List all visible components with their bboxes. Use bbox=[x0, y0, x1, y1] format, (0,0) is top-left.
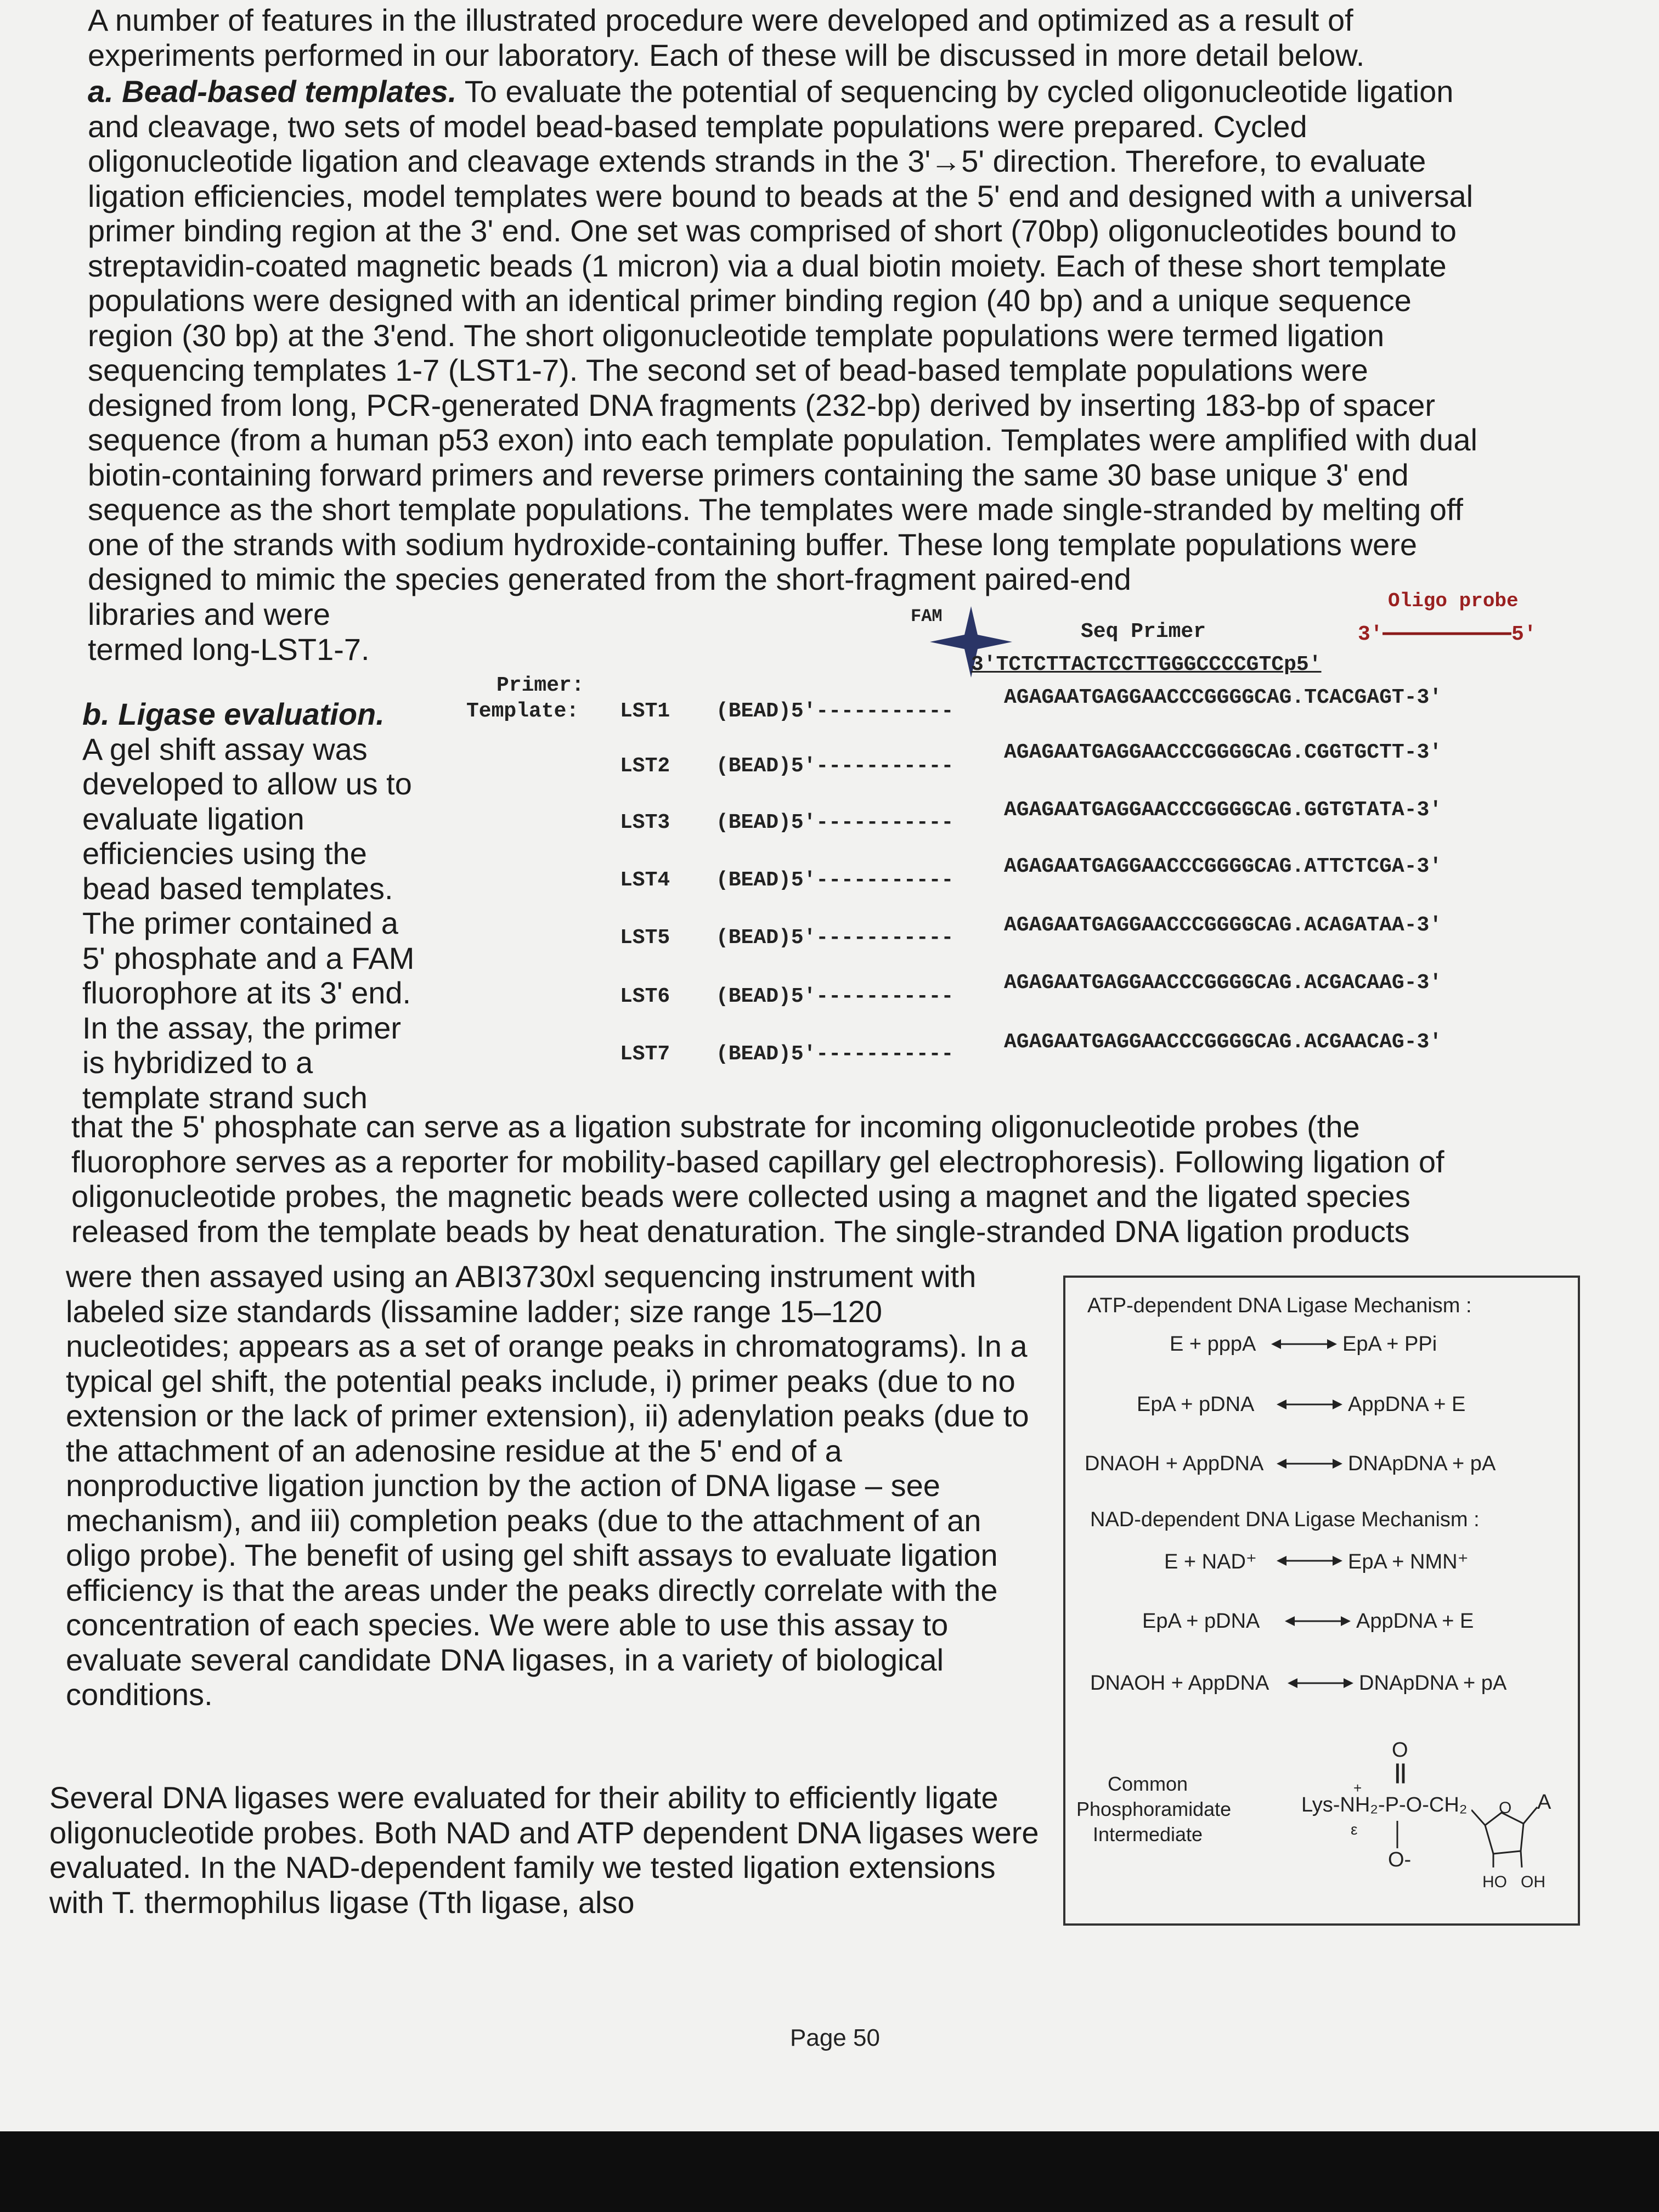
section-b-line: efficiencies using the bbox=[82, 836, 367, 871]
structure-ring-o: O bbox=[1499, 1799, 1512, 1817]
reaction-left: EpA + pDNA bbox=[1142, 1610, 1260, 1633]
section-b-line: developed to allow us to bbox=[82, 766, 412, 801]
section-a-text: To evaluate the potential of sequencing by cycled oligonucleotide ligation and cleavage, two sets of model bead-based template populations were prepared. Cycled oligonucleotide ligation and cleavage extends strands in the 3'→5' direction. Therefore, to evaluate ligation efficiencies, model templates were bound to beads at the 5' end and designed with a universal primer binding region at the 3' end. One set was comprised of short (70bp) oligonucleotides bound to streptavidin-coated magnetic beads (1 micron) via a dual biotin moiety. Each of these short template populations were designed with an identical primer binding region (40 bp) and a unique sequence region (30 bp) at the 3'end. The short oligonucleotide template populations were termed ligation sequencing templates 1-7 (LST1-7). The second set of bead-based template populations were designed from long, PCR-generated DNA fragments (232-bp) derived by inserting 183-bp of spacer sequence (from a human p53 exon) into each template population. Templates were amplified with dual biotin-containing forward primers and reverse primers containing the same 30 base unique 3' end sequence as the short template populations. The templates were made single-stranded by melting off one of the strands with sodium hydroxide-containing buffer. These long template populations were designed to mimic the species generated from the short-fragment paired-end bbox=[88, 74, 1477, 596]
template-label: Template: bbox=[466, 699, 579, 723]
structure-plus: + bbox=[1353, 1780, 1362, 1796]
double-arrow-icon bbox=[1288, 1677, 1353, 1689]
nad-mechanism-title: NAD-dependent DNA Ligase Mechanism : bbox=[1090, 1508, 1480, 1531]
template-sequence: AGAGAATGAGGAACCCGGGGCAG.ACAGATAA-3' bbox=[1004, 913, 1442, 937]
reaction-right: DNApDNA + pA bbox=[1359, 1672, 1507, 1695]
structure-oh: OH bbox=[1521, 1873, 1545, 1891]
section-b-column bbox=[82, 697, 433, 1115]
template-name: LST7 bbox=[620, 1042, 670, 1066]
page-number: Page 50 bbox=[790, 2024, 880, 2051]
intro-paragraph: A number of features in the illustrated procedure were developed and optimized as a result of experiments performed in our laboratory. Each of these will be discussed in more detail below. bbox=[88, 3, 1365, 72]
section-a-label: a. Bead-based templates. bbox=[88, 74, 457, 109]
template-bead: (BEAD)5'----------- bbox=[716, 699, 954, 723]
structure-bond bbox=[1395, 1821, 1400, 1848]
fam-label: FAM bbox=[911, 606, 943, 627]
template-bead: (BEAD)5'----------- bbox=[716, 926, 954, 950]
structure-ho: HO bbox=[1482, 1873, 1507, 1891]
final-paragraph: Several DNA ligases were evaluated for their ability to efficiently ligate oligonucleotide probes. Both NAD and ATP dependent DNA ligases were evaluated. In the NAD-dependent family we tested ligation extensions with T. thermophilus ligase (Tth ligase, also bbox=[49, 1780, 1039, 1920]
reaction-right: AppDNA + E bbox=[1348, 1393, 1466, 1416]
structure-o-minus: O- bbox=[1388, 1848, 1412, 1871]
section-b-line: bead based templates. bbox=[82, 871, 393, 906]
intermediate-label-line: Phosphoramidate bbox=[1076, 1798, 1232, 1820]
section-b-line: 5' phosphate and a FAM bbox=[82, 940, 415, 975]
intermediate-label bbox=[1076, 1771, 1232, 1847]
reaction-right: AppDNA + E bbox=[1356, 1610, 1474, 1633]
structure-double-bond: || bbox=[1395, 1760, 1407, 1784]
template-name: LST3 bbox=[620, 811, 670, 834]
seq-primer-label: Seq Primer bbox=[1081, 620, 1206, 644]
ligase-mechanism-box bbox=[1063, 1276, 1580, 1926]
section-b-line: is hybridized to a bbox=[82, 1045, 313, 1080]
section-a-paragraph bbox=[88, 74, 1481, 597]
section-a-tail-line: libraries and were bbox=[88, 597, 330, 631]
template-sequence: AGAGAATGAGGAACCCGGGGCAG.ATTCTCGA-3' bbox=[1004, 855, 1442, 878]
template-sequence: AGAGAATGAGGAACCCGGGGCAG.CGGTGCTT-3' bbox=[1004, 741, 1442, 764]
reaction-right: DNApDNA + pA bbox=[1348, 1452, 1496, 1475]
structure-o-top: O bbox=[1392, 1739, 1408, 1762]
template-name: LST2 bbox=[620, 754, 670, 778]
section-b-left-text: were then assayed using an ABI3730xl sequencing instrument with labeled size standards (lissamine ladder; size range 15–120 nucleotides; appears as a set of orange peaks in chromatograms). In a typical gel shift, the potential peaks include, i) primer peaks (due to no extension or the lack of primer extension), ii) adenylation peaks (due to the attachment of an adenosine residue at the 5' end of a nonproductive ligation junction by the action of DNA ligase – see mechanism), and iii) completion peaks (due to the attachment of an oligo probe). The benefit of using gel shift assays to evaluate ligation efficiency is that the areas under the peaks directly correlate with the concentration of each species. We were able to use this assay to evaluate several candidate DNA ligases, in a variety of biological conditions. bbox=[66, 1259, 1029, 1712]
section-b-line: fluorophore at its 3' end. bbox=[82, 975, 411, 1010]
double-arrow-icon bbox=[1277, 1555, 1342, 1567]
reaction-left: E + NAD⁺ bbox=[1164, 1550, 1257, 1573]
reaction-left: DNAOH + AppDNA bbox=[1085, 1452, 1264, 1475]
reaction-left: E + pppA bbox=[1170, 1333, 1256, 1356]
section-b-label: b. Ligase evaluation. bbox=[82, 697, 385, 731]
template-sequence: AGAGAATGAGGAACCCGGGGCAG.TCACGAGT-3' bbox=[1004, 686, 1442, 709]
structure-base: A bbox=[1537, 1791, 1551, 1814]
section-b-line: The primer contained a bbox=[82, 906, 398, 940]
intermediate-label-line: Common bbox=[1107, 1773, 1188, 1795]
section-b-line: A gel shift assay was bbox=[82, 731, 368, 766]
structure-formula: Lys-NH₂-P-O-CH₂ bbox=[1301, 1793, 1468, 1816]
double-arrow-icon bbox=[1285, 1615, 1351, 1627]
intermediate-label-line: Intermediate bbox=[1092, 1823, 1203, 1846]
section-b-line: evaluate ligation bbox=[82, 801, 304, 836]
section-b-line: template strand such bbox=[82, 1080, 368, 1115]
probe-line bbox=[1383, 625, 1520, 642]
reaction-left: EpA + pDNA bbox=[1137, 1393, 1255, 1416]
template-bead: (BEAD)5'----------- bbox=[716, 868, 954, 892]
double-arrow-icon bbox=[1277, 1458, 1342, 1470]
template-sequence: AGAGAATGAGGAACCCGGGGCAG.ACGACAAG-3' bbox=[1004, 971, 1442, 995]
reaction-right: EpA + PPi bbox=[1342, 1333, 1437, 1356]
primer-label: Primer: bbox=[496, 674, 584, 697]
template-name: LST5 bbox=[620, 926, 670, 950]
probe-3-label: 3' bbox=[1358, 623, 1383, 646]
dark-surface bbox=[0, 2131, 1659, 2212]
double-arrow-icon bbox=[1271, 1338, 1337, 1350]
template-sequence: AGAGAATGAGGAACCCGGGGCAG.GGTGTATA-3' bbox=[1004, 798, 1442, 822]
reaction-left: DNAOH + AppDNA bbox=[1090, 1672, 1269, 1695]
template-name: LST6 bbox=[620, 985, 670, 1008]
section-a-tail bbox=[88, 597, 439, 667]
section-b-line: In the assay, the primer bbox=[82, 1010, 401, 1045]
reaction-right: EpA + NMN⁺ bbox=[1348, 1550, 1469, 1573]
section-a-tail-line: termed long-LST1-7. bbox=[88, 631, 370, 667]
template-bead: (BEAD)5'----------- bbox=[716, 985, 954, 1008]
probe-5-label: 5' bbox=[1511, 623, 1537, 646]
section-b-continued: that the 5' phosphate can serve as a ligation substrate for incoming oligonucleotide probes (the fluorophore serves as a reporter for mobility-based capillary gel electrophoresis). Following ligation of oligonucleotide probes, the magnetic beads were collected using a magnet and the ligated species released from the template beads by heat denaturation. The single-stranded DNA ligation products bbox=[71, 1109, 1444, 1249]
template-sequence: AGAGAATGAGGAACCCGGGGCAG.ACGAACAG-3' bbox=[1004, 1030, 1442, 1054]
atp-mechanism-title: ATP-dependent DNA Ligase Mechanism : bbox=[1087, 1294, 1472, 1317]
template-name: LST4 bbox=[620, 868, 670, 892]
structure-epsilon: ε bbox=[1351, 1821, 1358, 1838]
template-name: LST1 bbox=[620, 699, 670, 723]
primer-sequence: 3'TCTCTTACTCCTTGGGCCCCGTCp5' bbox=[971, 653, 1322, 676]
template-bead: (BEAD)5'----------- bbox=[716, 754, 954, 778]
template-bead: (BEAD)5'----------- bbox=[716, 811, 954, 834]
oligo-probe-label: Oligo probe bbox=[1388, 590, 1519, 612]
template-bead: (BEAD)5'----------- bbox=[716, 1042, 954, 1066]
double-arrow-icon bbox=[1277, 1398, 1342, 1410]
